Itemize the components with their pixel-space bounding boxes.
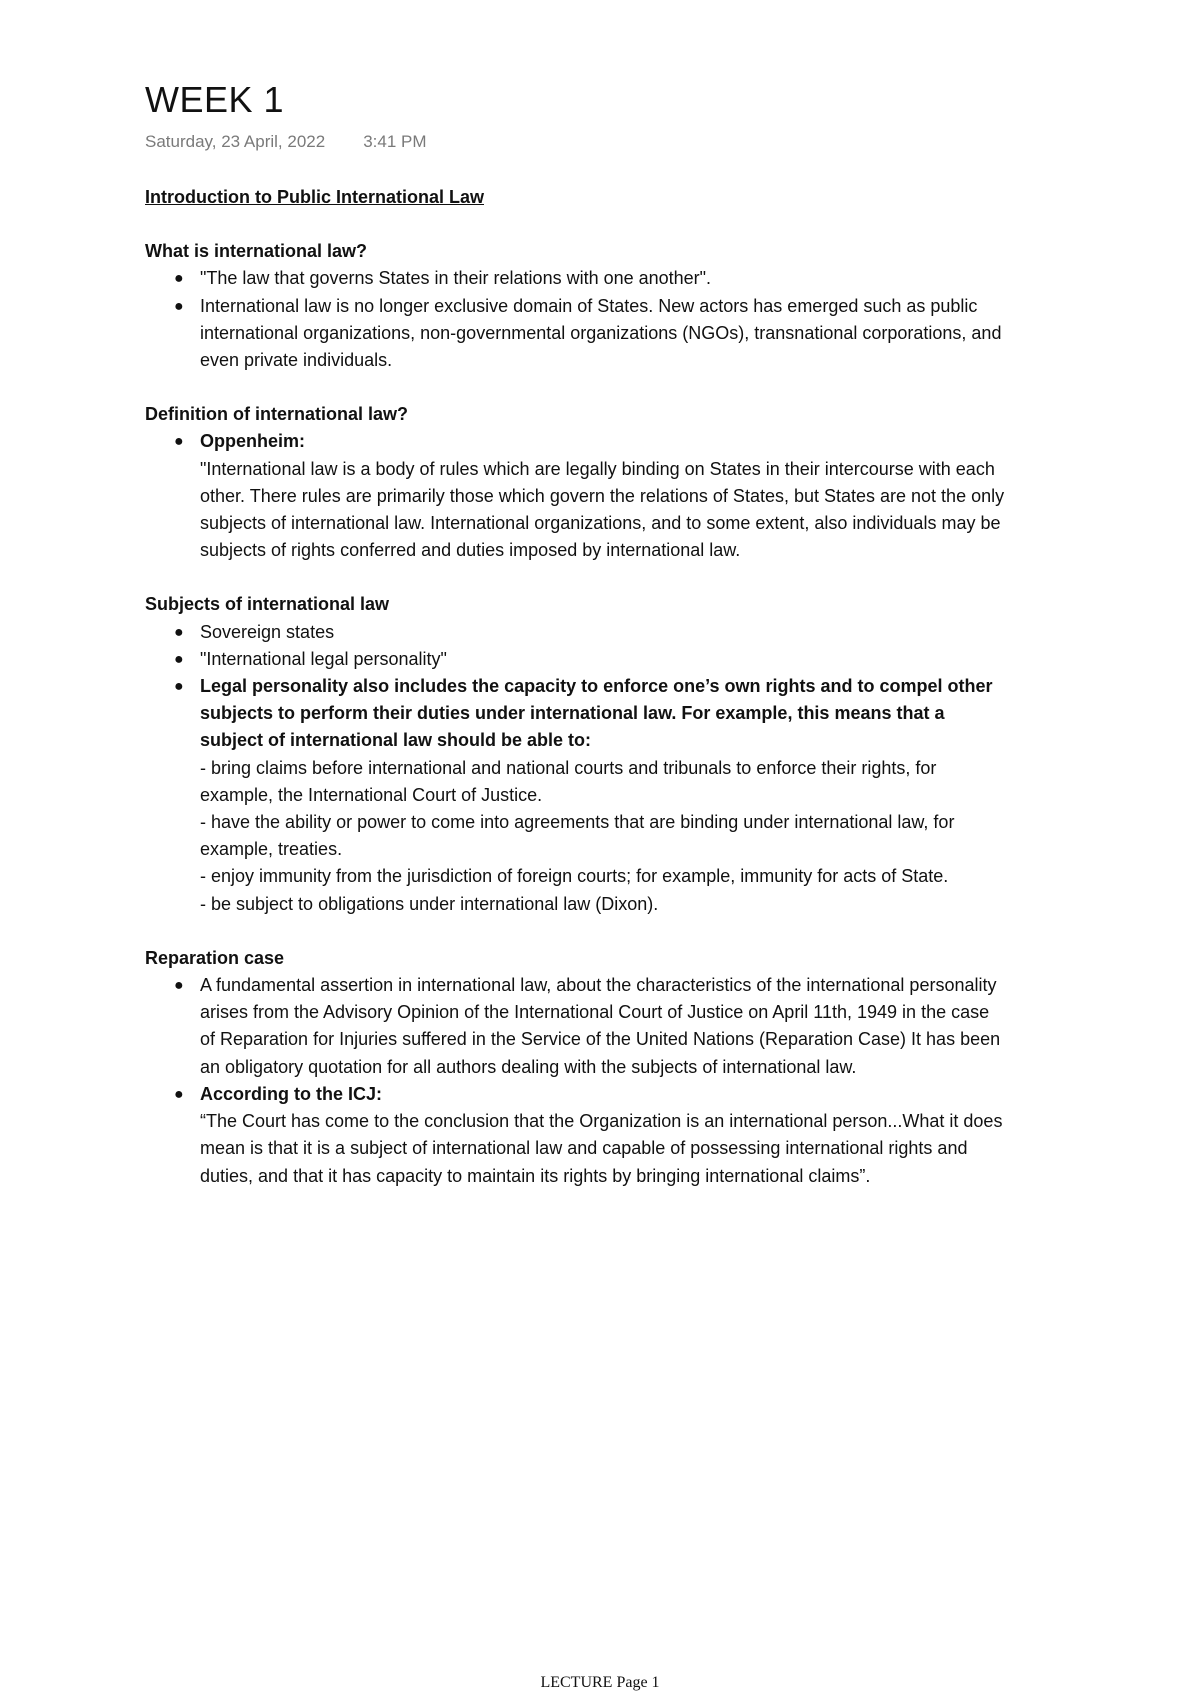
sub-item: - be subject to obligations under international law (Dixon). [200,893,659,914]
bullet-icon: ● [174,297,184,315]
bullet-list [145,265,1005,374]
bullet-list [145,619,1005,918]
list-item-text: “The Court has come to the conclusion that the Organization is an international person...What it does mean is that it is a subject of international law and capable of possessing international rights and duties, and that it has capacity to maintain its rights by bringing international claims”. [200,1111,1003,1186]
section-heading: Reparation case [145,947,285,968]
sub-item: - bring claims before international and national courts and tribunals to enforce their rights, for example, the International Court of Justice. [200,757,937,805]
list-item-text: A fundamental assertion in international law, about the characteristics of the international personality arises from the Advisory Opinion of the International Court of Justice on April 11th, 1949 in the case of Reparation for Injuries suffered in the Service of the United Nations (Reparation Case) It has been an obligatory quotation for all authors dealing with the subjects of international law. [200,975,1001,1077]
list-item-text: "The law that governs States in their relations with one another". [200,268,712,289]
bullet-icon: ● [174,270,184,288]
section-heading: Definition of international law? [145,404,408,425]
list-item-text: International law is no longer exclusive domain of States. New actors has emerged such as public international organizations, non-governmental organizations (NGOs), transnational corporations, and even private individuals. [200,295,1002,371]
note-time: 3:41 PM [363,132,427,151]
note-date: Saturday, 23 April, 2022 [145,132,326,151]
section-definition [145,401,1005,564]
list-item-text: "International law is a body of rules which are legally binding on States in their intercourse with each other. There rules are primarily those which govern the relations of States, but States are not the only subjects of international law. International organizations, and to some extent, also individuals may be subjects of rights conferred and duties imposed by international law. [200,458,1005,561]
page-title: WEEK 1 [145,79,285,120]
bullet-list [145,972,1005,1190]
sub-item: - have the ability or power to come into agreements that are binding under international law, for example, treaties. [200,812,955,860]
list-item [145,265,1005,292]
list-item-bold-text: Legal personality also includes the capacity to enforce one’s own rights and to compel other subjects to perform their duties under international law. For example, this means that a subject of international law should be able to: [200,676,993,751]
bullet-icon: ● [174,623,184,641]
bullet-icon: ● [174,650,184,668]
list-item [145,673,1005,918]
list-item [145,972,1005,1081]
section-heading: Subjects of international law [145,594,390,615]
bullet-icon: ● [174,977,184,995]
list-item [145,428,1005,564]
list-item-title: Oppenheim: [200,431,306,452]
section-reparation-case [145,945,1005,1190]
section-subjects [145,591,1005,917]
section-heading: What is international law? [145,241,368,262]
intro-heading: Introduction to Public International Law [145,187,484,207]
bullet-list [145,428,1005,564]
list-item [145,293,1005,375]
list-item [145,619,1005,646]
bullet-icon: ● [174,433,184,451]
list-item [145,646,1005,673]
sub-item: - enjoy immunity from the jurisdiction of foreign courts; for example, immunity for acts of State. [200,866,949,887]
page-footer: LECTURE Page 1 [540,1674,660,1691]
bullet-icon: ● [174,678,184,696]
list-item [145,1081,1005,1190]
note-metadata [145,131,427,153]
section-what-is-international-law [145,238,1005,374]
document-body [145,184,1005,1190]
bullet-icon: ● [174,1085,184,1103]
list-item-title: According to the ICJ: [200,1083,383,1104]
list-item-text: "International legal personality" [200,648,447,669]
list-item-text: Sovereign states [200,621,335,642]
